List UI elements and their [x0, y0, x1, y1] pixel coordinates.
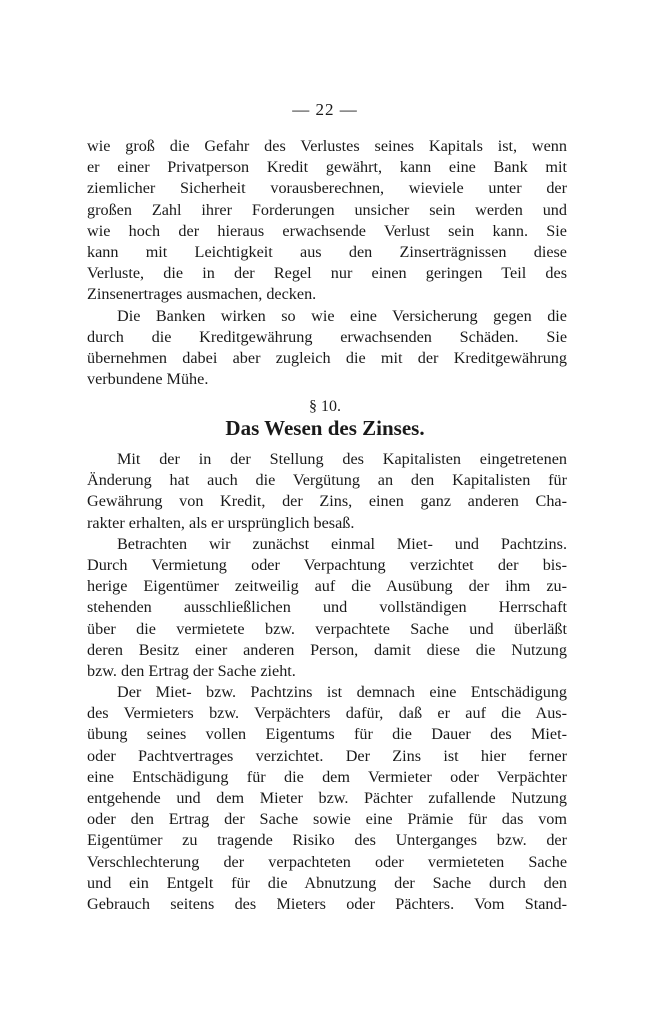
text-line: Betrachten wir zunächst einmal Miet- und Pachtzins. [117, 534, 567, 553]
text-line: verbundene Mühe. [87, 370, 209, 389]
text-line: wie hoch der hieraus erwachsende Verlust sein kann. Sie [87, 221, 567, 240]
text-line: Verschlechterung der verpachteten oder vermieteten Sache [87, 852, 567, 871]
text-line: Änderung hat auch die Vergütung an den Kapitalisten für [87, 471, 567, 490]
text-line: Zinsenertrages ausmachen, decken. [87, 285, 317, 304]
text-line: Gewährung von Kredit, der Zins, einen ganz anderen Cha- [87, 492, 567, 511]
text-line: rakter erhalten, als er ursprünglich besaß. [87, 513, 355, 532]
text-line: kann mit Leichtigkeit aus den Zinserträgnissen diese [87, 242, 567, 261]
text-line: Der Miet- bzw. Pachtzins ist demnach eine Entschädigung [117, 683, 567, 702]
text-line: Die Banken wirken so wie eine Versicherung gegen die [117, 306, 567, 325]
text-line: herige Eigentümer zeitweilig auf die Ausübung der ihm zu- [87, 577, 567, 596]
section-title: Das Wesen des Zinses. [225, 416, 425, 440]
text-line: Durch Vermietung oder Verpachtung verzichtet der bis- [87, 555, 567, 574]
page-number: — 22 — [292, 100, 358, 119]
text-line: Eigentümer zu tragende Risiko des Unterganges bzw. der [87, 831, 567, 850]
text-line: bzw. den Ertrag der Sache zieht. [87, 661, 296, 680]
text-line: entgehende und dem Mieter bzw. Pächter zufallende Nutzung [87, 789, 567, 807]
text-line: und ein Entgelt für die Abnutzung der Sache durch den [87, 873, 567, 892]
section-number: § 10. [309, 398, 341, 415]
text-line: Gebrauch seitens des Mieters oder Pächters. Vom Stand- [87, 894, 567, 913]
text-line: wie groß die Gefahr des Verlustes seines Kapitals ist, wenn [87, 137, 567, 155]
paragraph-block-main [87, 449, 567, 915]
text-line: Verluste, die in der Regel nur einen geringen Teil des [87, 264, 567, 283]
paragraph-block-top [87, 136, 567, 390]
text-line: durch die Kreditgewährung erwachsenden Schäden. Sie [87, 327, 567, 346]
text-line: eine Entschädigung für die dem Vermieter oder Verpächter [87, 767, 567, 786]
text-line: über die vermietete bzw. verpachtete Sache und überläßt [87, 619, 567, 638]
text-line: übernehmen dabei aber zugleich die mit der Kreditgewährung [87, 348, 567, 367]
text-line: großen Zahl ihrer Forderungen unsicher sein werden und [87, 200, 567, 219]
text-line: Mit der in der Stellung des Kapitalisten eingetretenen [117, 450, 567, 468]
text-line: oder den Ertrag der Sache sowie eine Prämie für das vom [87, 810, 567, 829]
text-line: er einer Privatperson Kredit gewährt, kann eine Bank mit [87, 158, 567, 177]
text-line: stehenden ausschließlichen und vollständigen Herrschaft [87, 598, 567, 617]
text-line: übung seines vollen Eigentums für die Dauer des Miet- [87, 725, 567, 744]
text-line: des Vermieters bzw. Verpächters dafür, daß er auf die Aus- [87, 704, 567, 723]
text-line: ziemlicher Sicherheit vorausberechnen, wieviele unter der [87, 179, 567, 198]
text-line: oder Pachtvertrages verzichtet. Der Zins ist hier ferner [87, 746, 567, 765]
text-line: deren Besitz einer anderen Person, damit diese die Nutzung [87, 640, 567, 659]
